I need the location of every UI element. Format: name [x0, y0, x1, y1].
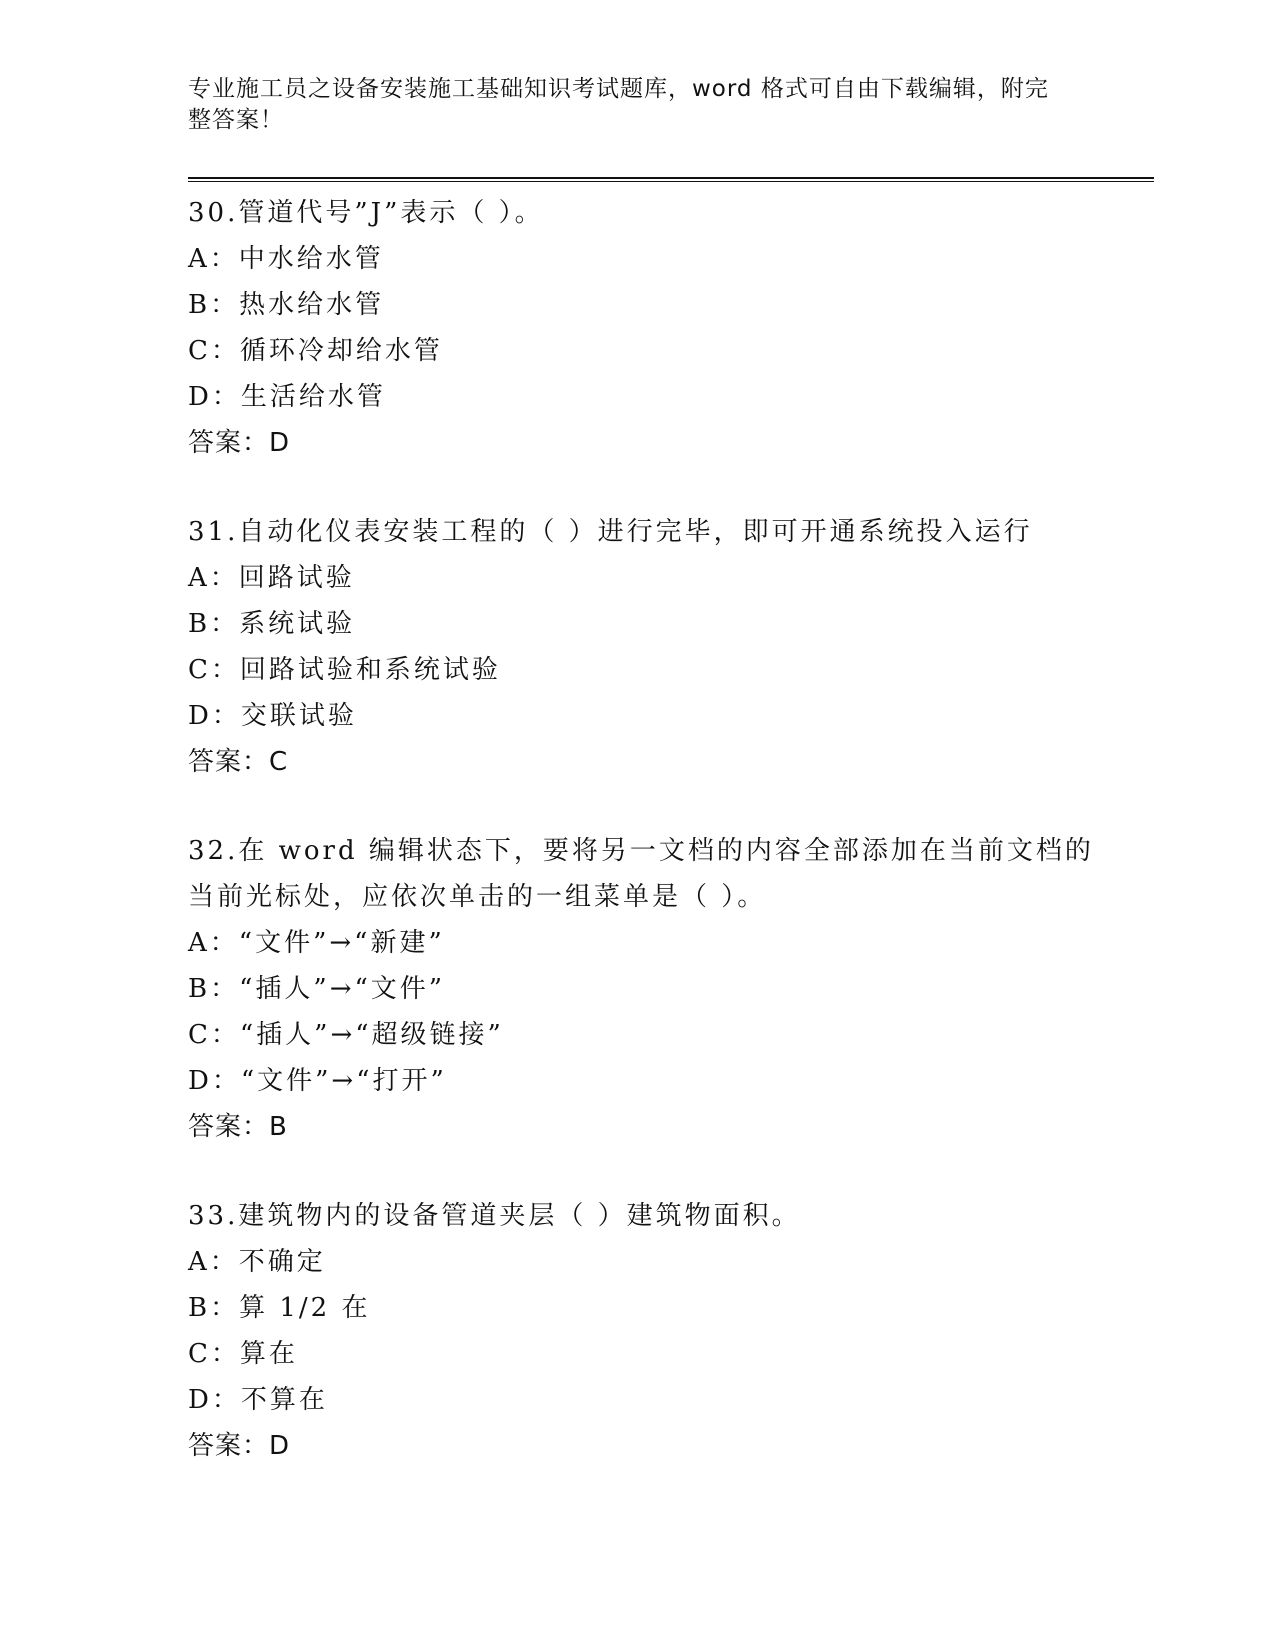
option-d: D：“文件”→“打开” — [188, 1066, 447, 1096]
option-a: A：“文件”→“新建” — [188, 928, 445, 958]
question-stem-continued: 当前光标处，应依次单击的一组菜单是（ ）。 — [188, 882, 767, 912]
answer-label: 答案：C — [188, 747, 289, 777]
option-c: C：回路试验和系统试验 — [188, 655, 501, 685]
option-b: B：系统试验 — [188, 609, 356, 639]
option-a: A：回路试验 — [188, 563, 355, 593]
question-stem: 30.管道代号”J”表示（ ）。 — [188, 198, 544, 228]
question-32 — [188, 828, 1094, 1150]
header-line-1: 专业施工员之设备安装施工基础知识考试题库，word 格式可自由下载编辑，附完 — [188, 76, 1049, 102]
question-list — [188, 190, 1094, 1512]
answer-label: 答案：D — [188, 428, 291, 458]
option-b: B：热水给水管 — [188, 290, 385, 320]
question-33 — [188, 1193, 1088, 1469]
option-c: C：“插人”→“超级链接” — [188, 1020, 504, 1050]
option-c: C：算在 — [188, 1339, 298, 1369]
question-stem: 33.建筑物内的设备管道夹层（ ）建筑物面积。 — [188, 1201, 801, 1231]
question-30 — [188, 190, 1088, 466]
question-stem: 32.在 word 编辑状态下，要将另一文档的内容全部添加在当前文档的 — [188, 836, 1094, 866]
header-divider — [188, 177, 1154, 182]
option-a: A：中水给水管 — [188, 244, 384, 274]
option-b: B：“插人”→“文件” — [188, 974, 446, 1004]
option-d: D：生活给水管 — [188, 382, 386, 412]
document-header — [188, 74, 1068, 136]
option-d: D：不算在 — [188, 1385, 328, 1415]
header-line-2: 整答案！ — [188, 107, 284, 133]
option-d: D：交联试验 — [188, 701, 357, 731]
question-stem: 31.自动化仪表安装工程的（ ）进行完毕，即可开通系统投入运行 — [188, 517, 1033, 547]
option-b: B：算 1/2 在 — [188, 1293, 371, 1323]
option-c: C：循环冷却给水管 — [188, 336, 443, 366]
answer-label: 答案：D — [188, 1431, 291, 1461]
option-a: A：不确定 — [188, 1247, 326, 1277]
question-31 — [188, 509, 1088, 785]
answer-label: 答案：B — [188, 1112, 288, 1142]
